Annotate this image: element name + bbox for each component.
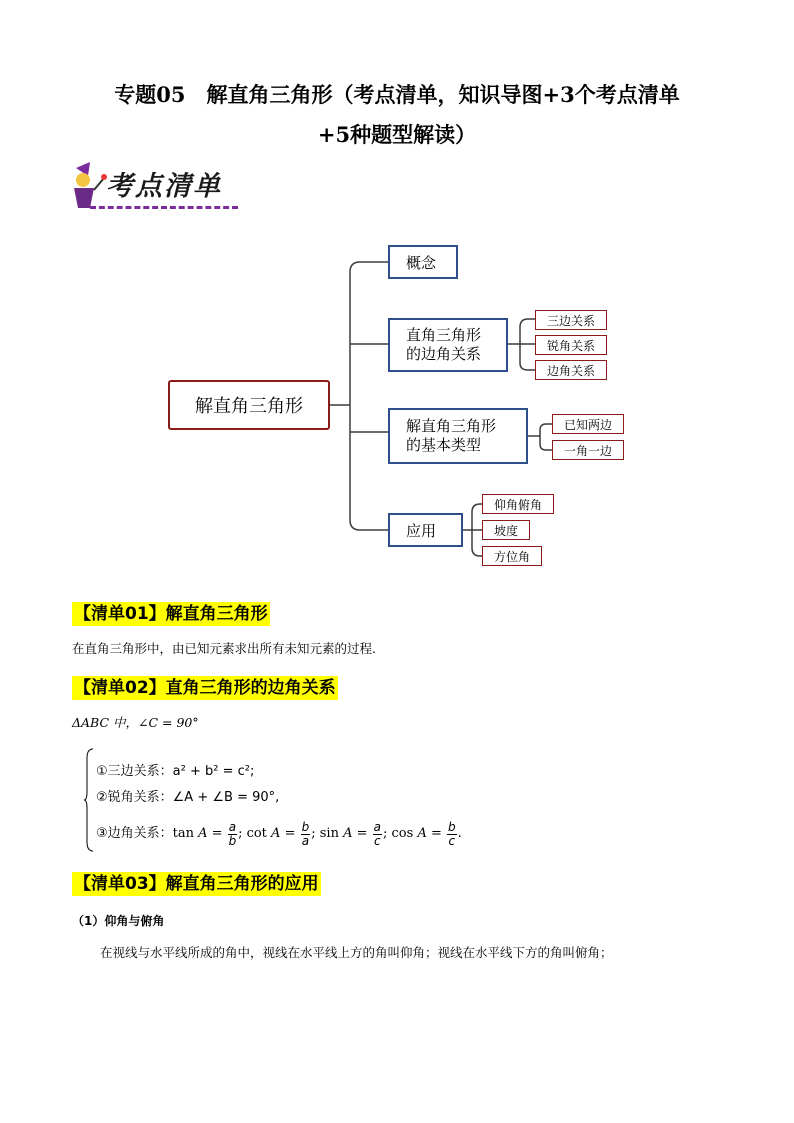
section-03-text: 在视线与水平线所成的角中，视线在水平线上方的角叫仰角；视线在水平线下方的角叫俯角； xyxy=(100,945,613,960)
branch-label-line1: 直角三角形 xyxy=(406,326,482,344)
fraction-a-over-c: $\frac{a}{c}$ xyxy=(373,819,382,848)
branch-label-line1: 解直角三角形 xyxy=(406,417,497,435)
mindmap-leaf: 锐角关系 xyxy=(535,335,607,355)
fraction-a-over-b: $\frac{a}{b}$ xyxy=(228,819,237,848)
formula-3-label: ③边角关系： xyxy=(96,826,173,841)
section-heading-02: 【清单02】直角三角形的边角关系 xyxy=(74,678,336,698)
mindmap-root: 解直角三角形 xyxy=(168,380,330,430)
formula-line-3: ③边角关系： tan A = $\frac{a}{b}$ ; cot A = $\frac{b}{a}$ ; sin A = $\frac{a}{c}$ ; cos A = $\frac{b}{c}$ . xyxy=(96,819,462,848)
logo-text: 考点清单 xyxy=(106,171,222,202)
document-title-line1: 专题05 解直角三角形（考点清单，知识导图+3个考点清单 xyxy=(114,82,680,107)
mindmap-leaf: 边角关系 xyxy=(535,360,607,380)
mindmap-branch-relations xyxy=(388,318,508,372)
fraction-b-over-a: $\frac{b}{a}$ xyxy=(301,819,310,848)
formula-line-1: ①三边关系：a² + b² = c²; xyxy=(96,764,255,779)
mindmap-leaf: 一角一边 xyxy=(552,440,624,460)
section-02-intro: ΔABC 中，∠C = 90° xyxy=(72,715,199,730)
mindmap-leaf: 已知两边 xyxy=(552,414,624,434)
section-03-subheading: （1）仰角与俯角 xyxy=(72,914,165,928)
mindmap-leaf: 方位角 xyxy=(482,546,542,566)
branch-label-line2: 的边角关系 xyxy=(406,345,482,363)
mindmap-leaf: 仰角俯角 xyxy=(482,494,554,514)
left-brace xyxy=(84,748,94,852)
branch-label-line2: 的基本类型 xyxy=(406,436,482,454)
section-heading-01: 【清单01】解直角三角形 xyxy=(74,604,268,624)
fraction-b-over-c: $\frac{b}{c}$ xyxy=(448,819,456,848)
mindmap-leaf: 三边关系 xyxy=(535,310,607,330)
mindmap-branch-types xyxy=(388,408,528,464)
mindmap-branch-application: 应用 xyxy=(388,513,463,547)
mindmap-branch-concept: 概念 xyxy=(388,245,458,279)
formula-line-2: ②锐角关系：∠A + ∠B = 90°, xyxy=(96,790,280,805)
section-01-text: 在直角三角形中，由已知元素求出所有未知元素的过程. xyxy=(72,641,376,656)
document-title-line2: +5种题型解读） xyxy=(317,122,477,147)
section-heading-03: 【清单03】解直角三角形的应用 xyxy=(74,874,319,894)
mindmap-leaf: 坡度 xyxy=(482,520,530,540)
